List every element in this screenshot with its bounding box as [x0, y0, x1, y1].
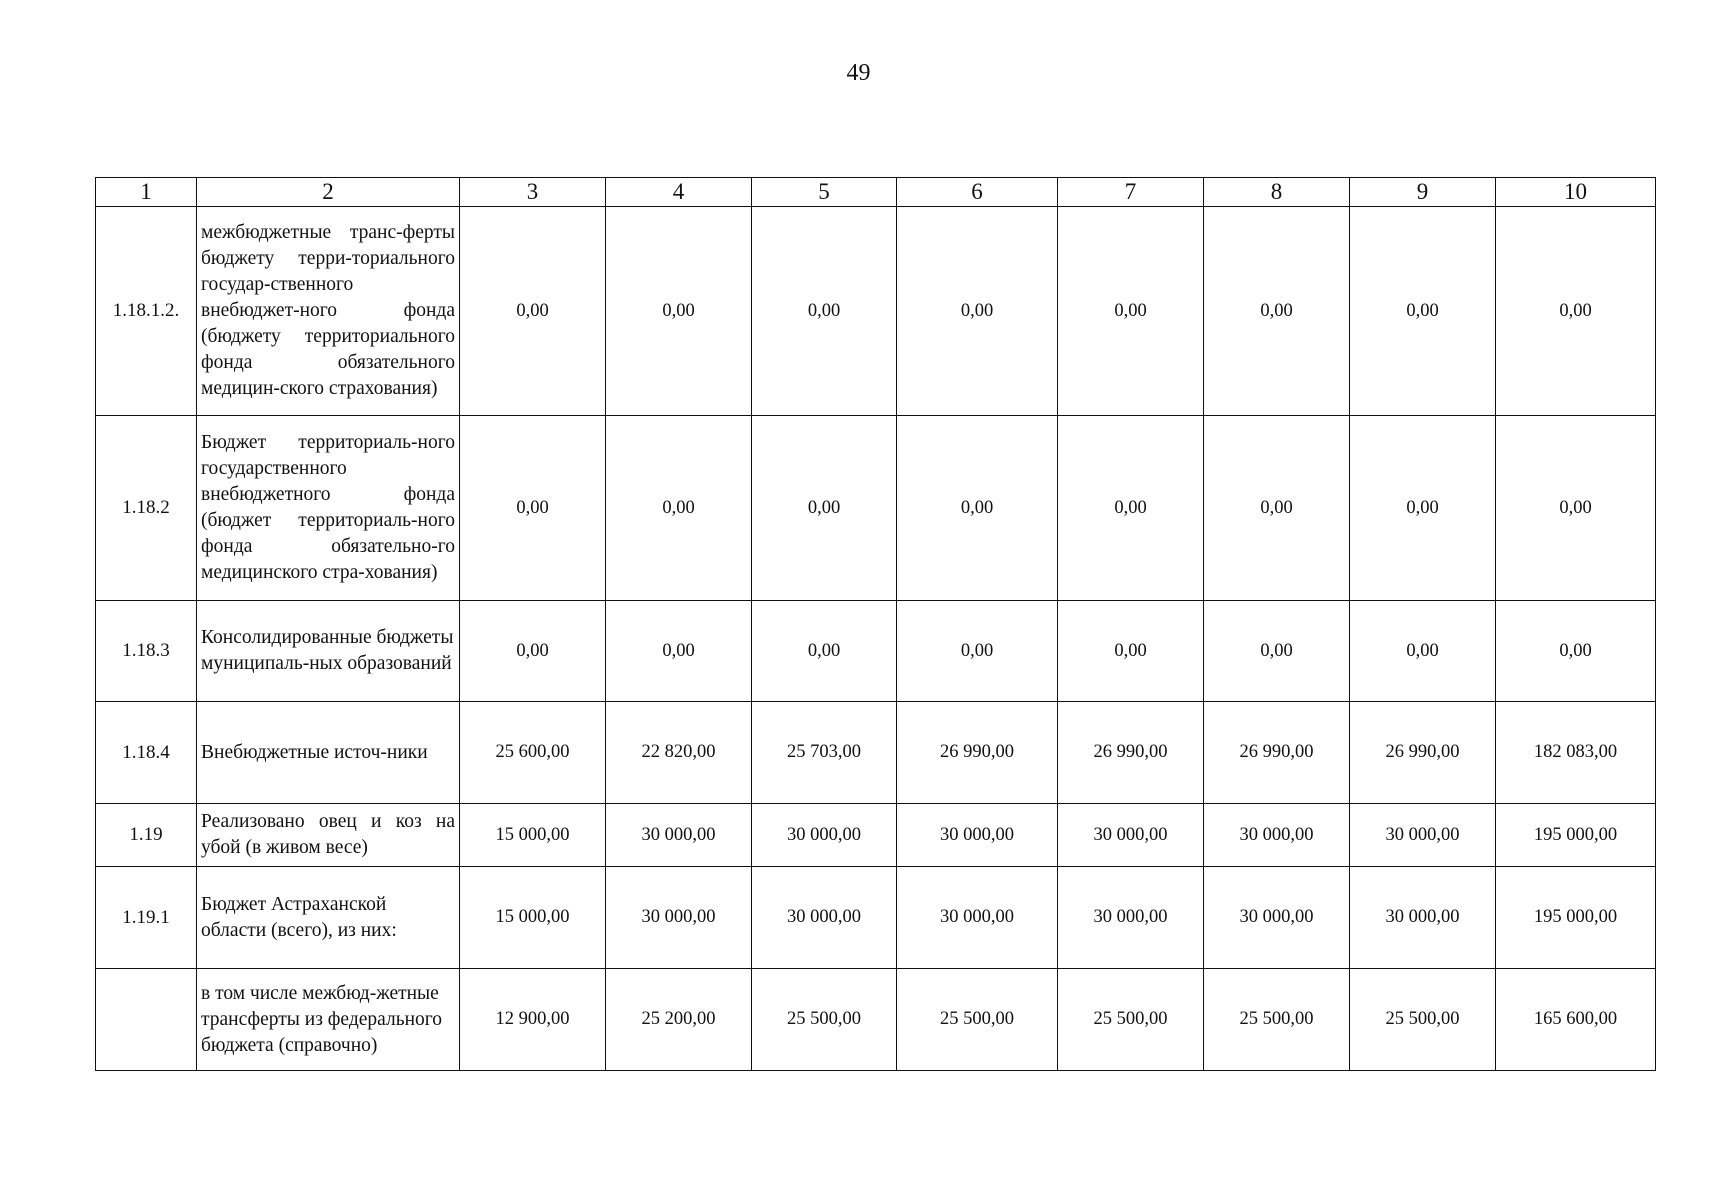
table-row [96, 416, 1656, 601]
value-cell: 12 900,00 [460, 969, 606, 1071]
value-cell: 195 000,00 [1496, 804, 1656, 867]
row-number: 1.18.2 [96, 416, 197, 601]
value-cell: 15 000,00 [460, 804, 606, 867]
value-cell: 26 990,00 [897, 702, 1058, 804]
value-cell: 25 500,00 [1058, 969, 1204, 1071]
value-cell: 165 600,00 [1496, 969, 1656, 1071]
page-number: 49 [846, 60, 871, 86]
value-cell: 0,00 [1058, 416, 1204, 601]
value-cell: 0,00 [1204, 207, 1350, 416]
table-row [96, 207, 1656, 416]
column-header: 7 [1058, 178, 1204, 207]
budget-table [95, 177, 1656, 1071]
value-cell: 0,00 [1058, 601, 1204, 702]
value-cell: 195 000,00 [1496, 867, 1656, 969]
row-name: Бюджет территориаль-ного государственного внебюджетного фонда (бюджет территориаль-ного фонда обязательно-го медицинского стра-хования) [197, 416, 460, 601]
column-header: 4 [606, 178, 752, 207]
value-cell: 25 500,00 [897, 969, 1058, 1071]
value-cell: 30 000,00 [1058, 804, 1204, 867]
row-number: 1.18.1.2. [96, 207, 197, 416]
value-cell: 30 000,00 [1204, 867, 1350, 969]
value-cell: 30 000,00 [752, 804, 897, 867]
value-cell: 0,00 [606, 416, 752, 601]
table-row [96, 867, 1656, 969]
value-cell: 30 000,00 [606, 804, 752, 867]
value-cell: 0,00 [606, 601, 752, 702]
row-name: в том числе межбюд-жетные трансферты из федерального бюджета (справочно) [197, 969, 460, 1071]
table-row [96, 969, 1656, 1071]
row-number: 1.18.3 [96, 601, 197, 702]
column-header: 9 [1350, 178, 1496, 207]
value-cell: 30 000,00 [1350, 867, 1496, 969]
value-cell: 30 000,00 [752, 867, 897, 969]
value-cell: 0,00 [1350, 601, 1496, 702]
value-cell: 30 000,00 [897, 804, 1058, 867]
table-header-row [96, 178, 1656, 207]
row-name: межбюджетные транс-ферты бюджету терри-ториального государ-ственного внебюджет-ного фонда (бюджету территориального фонда обязательного медицин-ского страхования) [197, 207, 460, 416]
row-number: 1.19 [96, 804, 197, 867]
value-cell: 0,00 [752, 416, 897, 601]
value-cell: 0,00 [897, 207, 1058, 416]
value-cell: 25 500,00 [1204, 969, 1350, 1071]
value-cell: 0,00 [1496, 207, 1656, 416]
value-cell: 30 000,00 [1058, 867, 1204, 969]
value-cell: 25 600,00 [460, 702, 606, 804]
value-cell: 0,00 [606, 207, 752, 416]
column-header: 2 [197, 178, 460, 207]
value-cell: 0,00 [1204, 416, 1350, 601]
row-number [96, 969, 197, 1071]
value-cell: 0,00 [752, 601, 897, 702]
value-cell: 30 000,00 [1350, 804, 1496, 867]
column-header: 5 [752, 178, 897, 207]
row-number: 1.19.1 [96, 867, 197, 969]
value-cell: 26 990,00 [1058, 702, 1204, 804]
value-cell: 0,00 [460, 601, 606, 702]
row-name: Реализовано овец и коз на убой (в живом весе) [197, 804, 460, 867]
value-cell: 0,00 [1058, 207, 1204, 416]
value-cell: 0,00 [752, 207, 897, 416]
value-cell: 0,00 [1496, 416, 1656, 601]
value-cell: 25 703,00 [752, 702, 897, 804]
value-cell: 30 000,00 [1204, 804, 1350, 867]
value-cell: 0,00 [460, 416, 606, 601]
table-row [96, 601, 1656, 702]
value-cell: 25 500,00 [1350, 969, 1496, 1071]
value-cell: 22 820,00 [606, 702, 752, 804]
table-row [96, 804, 1656, 867]
table-row [96, 702, 1656, 804]
value-cell: 0,00 [1204, 601, 1350, 702]
row-name: Консолидированные бюджеты муниципаль-ных образований [197, 601, 460, 702]
value-cell: 26 990,00 [1350, 702, 1496, 804]
column-header: 1 [96, 178, 197, 207]
value-cell: 0,00 [460, 207, 606, 416]
row-name: Внебюджетные источ-ники [197, 702, 460, 804]
value-cell: 0,00 [1350, 416, 1496, 601]
value-cell: 0,00 [897, 601, 1058, 702]
column-header: 3 [460, 178, 606, 207]
value-cell: 0,00 [1350, 207, 1496, 416]
value-cell: 30 000,00 [897, 867, 1058, 969]
value-cell: 182 083,00 [1496, 702, 1656, 804]
value-cell: 0,00 [1496, 601, 1656, 702]
row-number: 1.18.4 [96, 702, 197, 804]
column-header: 8 [1204, 178, 1350, 207]
value-cell: 30 000,00 [606, 867, 752, 969]
value-cell: 25 200,00 [606, 969, 752, 1071]
value-cell: 0,00 [897, 416, 1058, 601]
value-cell: 15 000,00 [460, 867, 606, 969]
row-name: Бюджет Астраханской области (всего), из них: [197, 867, 460, 969]
column-header: 10 [1496, 178, 1656, 207]
value-cell: 26 990,00 [1204, 702, 1350, 804]
value-cell: 25 500,00 [752, 969, 897, 1071]
column-header: 6 [897, 178, 1058, 207]
